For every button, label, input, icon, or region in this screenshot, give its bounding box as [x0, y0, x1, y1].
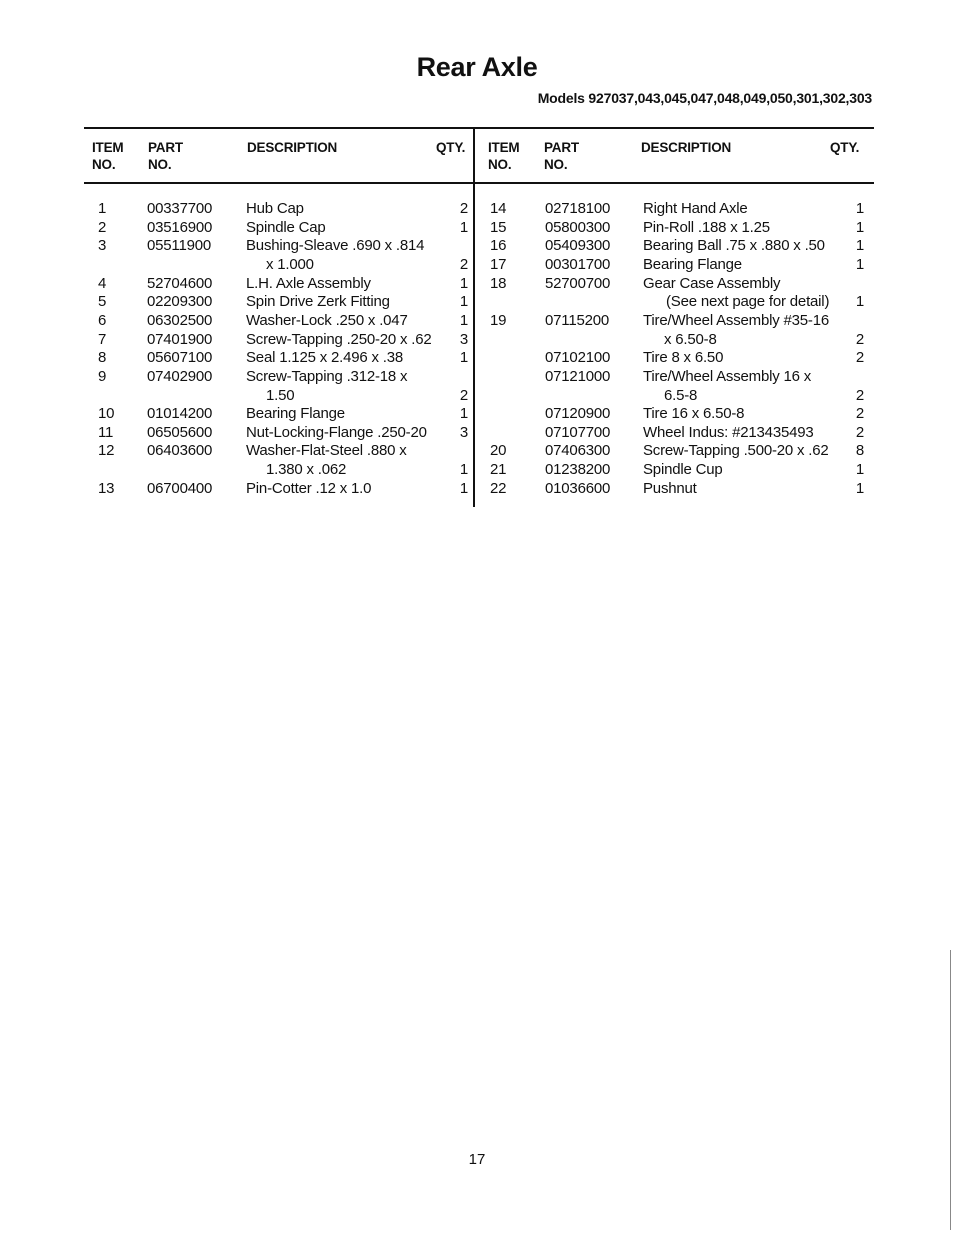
table-row: [0, 424, 954, 443]
description: Tire/Wheel Assembly #35-16: [643, 311, 829, 329]
part-number: 06403600: [147, 442, 213, 460]
part-number: 01036600: [545, 479, 611, 497]
quantity: 1: [855, 200, 864, 217]
quantity: 1: [459, 479, 468, 497]
description: Wheel Indus: #213435493: [643, 423, 814, 441]
description: Spindle Cup: [643, 461, 723, 479]
item-number: 5: [98, 293, 107, 311]
part-number: 00301700: [545, 255, 611, 273]
table-row: [0, 442, 954, 461]
description: Washer-Flat-Steel .880 x: [246, 442, 407, 460]
quantity: 3: [459, 423, 468, 441]
table-row: [0, 293, 954, 312]
item-number: 6: [98, 311, 107, 329]
part-number: 01014200: [147, 405, 213, 423]
description: x 6.50-8: [664, 330, 717, 348]
table-row: [0, 331, 954, 350]
part-number: 06302500: [147, 311, 213, 329]
part-number: 03516900: [147, 218, 213, 236]
description: Bearing Ball .75 x .880 x .50: [643, 237, 825, 255]
description: Bearing Flange: [246, 405, 345, 423]
models-subtitle: Models 927037,043,045,047,048,049,050,301,302,303: [537, 90, 872, 106]
description: Tire 8 x 6.50: [643, 349, 724, 367]
part-number: 05511900: [147, 237, 212, 255]
header-qty-left: QTY.: [436, 140, 466, 155]
quantity: 1: [855, 218, 864, 236]
description: Pin-Cotter .12 x 1.0: [246, 479, 372, 497]
description: 1.380 x .062: [266, 461, 347, 479]
header-part-no-left: PART NO.: [148, 140, 183, 172]
description: L.H. Axle Assembly: [246, 274, 371, 292]
description: Tire/Wheel Assembly 16 x: [643, 367, 812, 385]
part-number: 07115200: [545, 311, 610, 329]
part-number: 05607100: [147, 349, 213, 367]
description: Right Hand Axle: [643, 200, 748, 217]
quantity: 3: [459, 330, 468, 348]
quantity: 2: [855, 423, 864, 441]
item-number: 3: [98, 237, 107, 255]
item-number: 8: [98, 349, 107, 367]
description: (See next page for detail): [666, 293, 830, 311]
quantity: 1: [855, 293, 864, 311]
table-row: [0, 275, 954, 294]
description: Pin-Roll .188 x 1.25: [643, 218, 770, 236]
item-number: 12: [98, 442, 115, 460]
description: Screw-Tapping .500-20 x .62: [643, 442, 829, 460]
description: Bushing-Sleave .690 x .814: [246, 237, 425, 255]
page-number: 17: [468, 1151, 486, 1168]
part-number: 52704600: [147, 274, 213, 292]
part-number: 00337700: [147, 200, 213, 217]
quantity: 1: [459, 218, 468, 236]
table-row: [0, 387, 954, 406]
item-number: 11: [98, 423, 114, 441]
item-number: 4: [98, 274, 107, 292]
table-row: [0, 368, 954, 387]
scan-edge-line: [950, 950, 951, 1230]
quantity: 1: [459, 311, 468, 329]
quantity: 1: [855, 479, 864, 497]
item-number: 20: [490, 442, 507, 460]
description: Gear Case Assembly: [643, 274, 781, 292]
part-number: 07406300: [545, 442, 611, 460]
header-qty-right: QTY.: [830, 140, 860, 155]
part-number: 52700700: [545, 274, 611, 292]
part-number: 07102100: [545, 349, 611, 367]
quantity: 2: [459, 200, 468, 217]
description: Bearing Flange: [643, 255, 742, 273]
table-row: [0, 461, 954, 480]
page-title: Rear Axle: [416, 52, 538, 82]
table-row: [0, 219, 954, 238]
quantity: 1: [459, 349, 468, 367]
table-row: [0, 480, 954, 499]
item-number: 9: [98, 367, 107, 385]
header-description-right: DESCRIPTION: [641, 140, 732, 155]
table-row: [0, 256, 954, 275]
table-row: [0, 349, 954, 368]
item-number: 1: [98, 200, 107, 217]
part-number: 02209300: [147, 293, 213, 311]
quantity: 1: [459, 405, 468, 423]
item-number: 17: [490, 255, 507, 273]
description: Pushnut: [643, 479, 697, 497]
quantity: 2: [459, 255, 468, 273]
part-number: 07121000: [545, 367, 611, 385]
quantity: 1: [459, 274, 468, 292]
part-number: 05800300: [545, 218, 611, 236]
table-top-rule: [84, 127, 874, 129]
part-number: 07120900: [545, 405, 611, 423]
description: Screw-Tapping .312-18 x: [246, 367, 408, 385]
description: Nut-Locking-Flange .250-20: [246, 423, 427, 441]
part-number: 07401900: [147, 330, 213, 348]
quantity: 8: [855, 442, 864, 460]
table-row: [0, 405, 954, 424]
item-number: 2: [98, 218, 107, 236]
description: x 1.000: [266, 255, 314, 273]
quantity: 2: [459, 386, 468, 404]
quantity: 2: [855, 330, 864, 348]
part-number: 06700400: [147, 479, 213, 497]
part-number: 07107700: [545, 423, 611, 441]
description: 6.5-8: [664, 386, 698, 404]
table-row: [0, 200, 954, 219]
item-number: 7: [98, 330, 107, 348]
quantity: 2: [855, 386, 864, 404]
quantity: 1: [855, 237, 864, 255]
part-number: 01238200: [545, 461, 611, 479]
part-number: 02718100: [545, 200, 611, 217]
header-description-left: DESCRIPTION: [247, 140, 338, 155]
item-number: 21: [490, 461, 507, 479]
quantity: 2: [855, 405, 864, 423]
item-number: 13: [98, 479, 115, 497]
description: Spindle Cap: [246, 218, 326, 236]
item-number: 15: [490, 218, 507, 236]
description: Washer-Lock .250 x .047: [246, 311, 408, 329]
description: Seal 1.125 x 2.496 x .38: [246, 349, 403, 367]
part-number: 05409300: [545, 237, 611, 255]
quantity: 1: [459, 461, 468, 479]
description: Tire 16 x 6.50-8: [643, 405, 745, 423]
item-number: 14: [490, 200, 507, 217]
item-number: 22: [490, 479, 507, 497]
table-row: [0, 312, 954, 331]
description: Spin Drive Zerk Fitting: [246, 293, 390, 311]
quantity: 1: [459, 293, 468, 311]
description: 1.50: [266, 386, 295, 404]
item-number: 19: [490, 311, 507, 329]
item-number: 16: [490, 237, 507, 255]
part-number: 06505600: [147, 423, 213, 441]
quantity: 2: [855, 349, 864, 367]
description: Screw-Tapping .250-20 x .62: [246, 330, 432, 348]
part-number: 07402900: [147, 367, 213, 385]
table-row: [0, 237, 954, 256]
description: Hub Cap: [246, 200, 304, 217]
item-number: 10: [98, 405, 115, 423]
header-item-no-right: ITEM NO.: [488, 140, 520, 172]
item-number: 18: [490, 274, 507, 292]
header-item-no-left: ITEM NO.: [92, 140, 124, 172]
quantity: 1: [855, 255, 864, 273]
header-bottom-rule: [84, 182, 874, 184]
header-part-no-right: PART NO.: [544, 140, 579, 172]
quantity: 1: [855, 461, 864, 479]
